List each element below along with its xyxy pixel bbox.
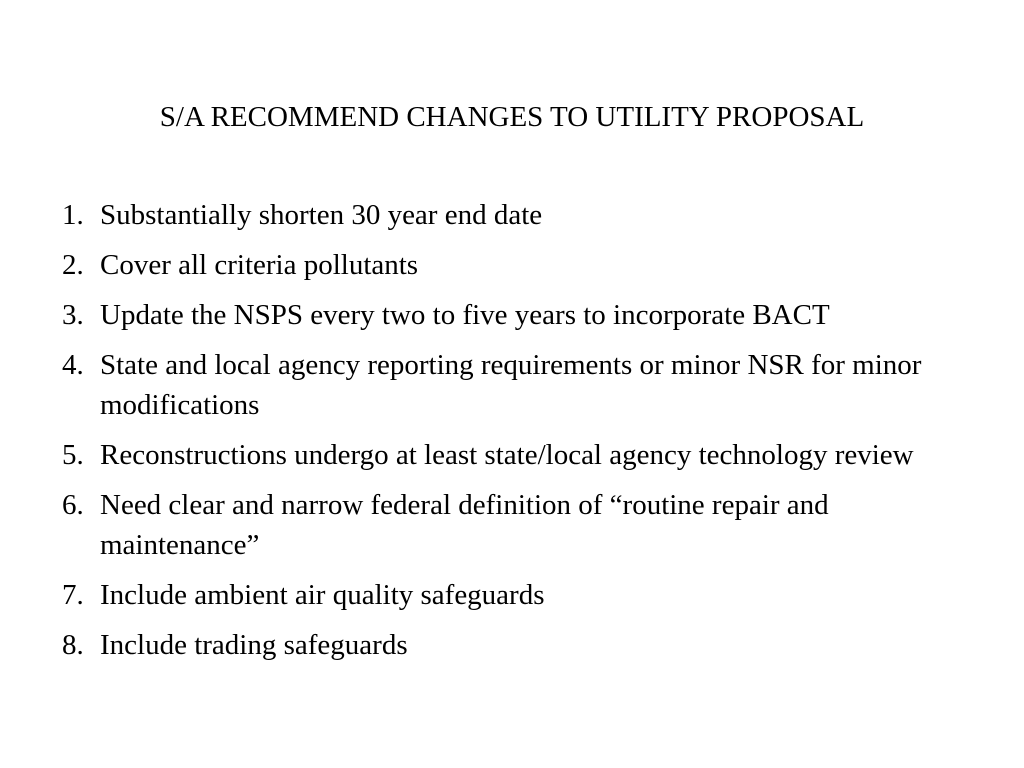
item-text: Substantially shorten 30 year end date — [100, 199, 543, 231]
item-number: 4. — [62, 349, 84, 381]
item-text: Reconstructions undergo at least state/local agency technology review — [100, 439, 914, 471]
item-text: Include trading safeguards — [100, 629, 408, 661]
item-number: 3. — [62, 299, 84, 331]
item-number: 1. — [62, 199, 84, 231]
list-item — [62, 195, 967, 235]
list-item — [62, 295, 967, 335]
item-number: 2. — [62, 249, 84, 281]
list-item — [62, 485, 967, 565]
list-item — [62, 575, 967, 615]
list-item — [62, 625, 967, 665]
list-item — [62, 435, 967, 475]
item-text: Include ambient air quality safeguards — [100, 579, 545, 611]
item-text: State and local agency reporting requirements or minor NSR for minor modifications — [100, 349, 922, 421]
item-number: 8. — [62, 629, 84, 661]
slide-title: S/A RECOMMEND CHANGES TO UTILITY PROPOSAL — [159, 101, 865, 133]
item-text: Update the NSPS every two to five years to incorporate BACT — [100, 299, 830, 331]
item-text: Cover all criteria pollutants — [100, 249, 419, 281]
list-item — [62, 345, 967, 425]
recommendation-list — [62, 195, 967, 675]
item-number: 7. — [62, 579, 84, 611]
item-number: 6. — [62, 489, 84, 521]
item-number: 5. — [62, 439, 84, 471]
item-text: Need clear and narrow federal definition of “routine repair and maintenance” — [100, 489, 829, 561]
list-item — [62, 245, 967, 285]
